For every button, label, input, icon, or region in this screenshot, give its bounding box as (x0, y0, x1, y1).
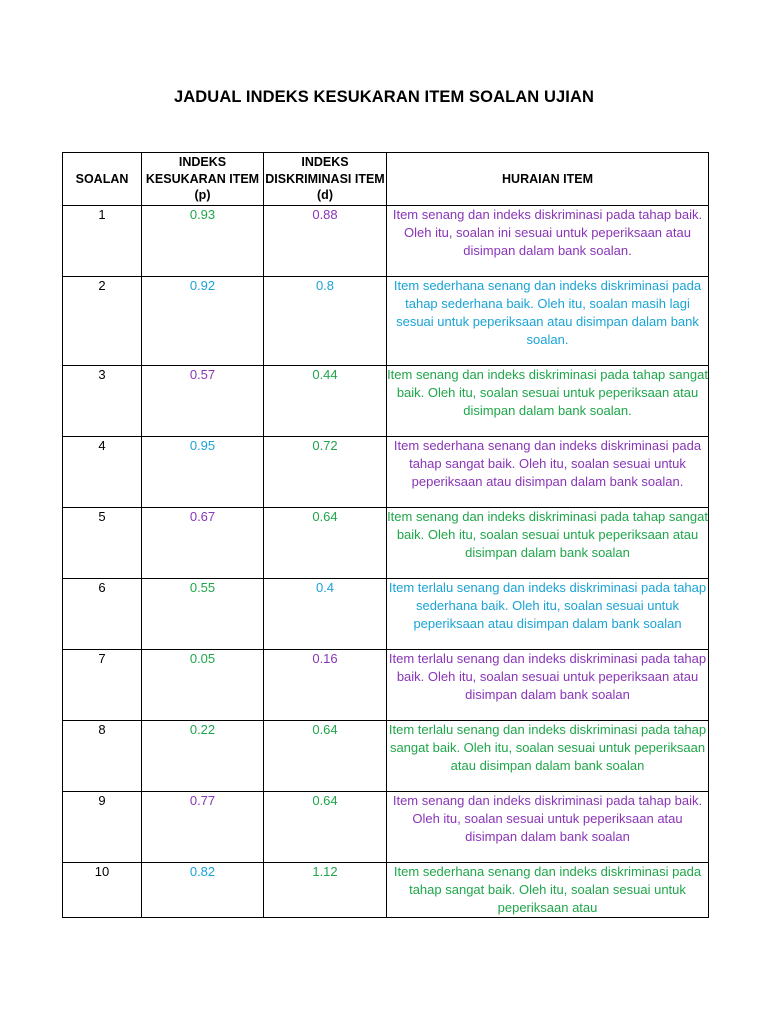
item-index-table (62, 152, 709, 918)
cell-diskriminasi: 1.12 (264, 863, 387, 918)
cell-kesukaran: 0.95 (142, 437, 264, 508)
cell-diskriminasi: 0.88 (264, 206, 387, 277)
cell-soalan: 2 (63, 277, 142, 366)
cell-soalan: 1 (63, 206, 142, 277)
cell-huraian: Item sederhana senang dan indeks diskriminasi pada tahap sangat baik. Oleh itu, soalan sesuai untuk peperiksaan atau disimpan dalam bank soalan. (387, 437, 709, 508)
table-row (63, 792, 709, 863)
cell-huraian: Item sederhana senang dan indeks diskriminasi pada tahap sangat baik. Oleh itu, soalan sesuai untuk peperiksaan atau (387, 863, 709, 918)
cell-soalan: 3 (63, 366, 142, 437)
table-row (63, 579, 709, 650)
cell-diskriminasi: 0.64 (264, 508, 387, 579)
header-kesukaran: INDEKS KESUKARAN ITEM (p) (142, 153, 264, 206)
header-huraian: HURAIAN ITEM (387, 153, 709, 206)
table-row (63, 650, 709, 721)
cell-huraian: Item terlalu senang dan indeks diskriminasi pada tahap baik. Oleh itu, soalan sesuai untuk peperiksaan atau disimpan dalam bank soalan (387, 650, 709, 721)
table-row (63, 721, 709, 792)
cell-huraian: Item terlalu senang dan indeks diskriminasi pada tahap sangat baik. Oleh itu, soalan sesuai untuk peperiksaan atau disimpan dalam bank soalan (387, 721, 709, 792)
cell-diskriminasi: 0.16 (264, 650, 387, 721)
cell-soalan: 8 (63, 721, 142, 792)
cell-soalan: 7 (63, 650, 142, 721)
cell-kesukaran: 0.22 (142, 721, 264, 792)
table-row (63, 508, 709, 579)
cell-huraian: Item sederhana senang dan indeks diskriminasi pada tahap sederhana baik. Oleh itu, soalan masih lagi sesuai untuk peperiksaan atau disimpan dalam bank soalan. (387, 277, 709, 366)
cell-diskriminasi: 0.8 (264, 277, 387, 366)
cell-kesukaran: 0.05 (142, 650, 264, 721)
table-row (63, 277, 709, 366)
cell-soalan: 10 (63, 863, 142, 918)
table-row (63, 206, 709, 277)
cell-kesukaran: 0.55 (142, 579, 264, 650)
cell-soalan: 5 (63, 508, 142, 579)
header-diskriminasi: INDEKS DISKRIMINASI ITEM (d) (264, 153, 387, 206)
cell-diskriminasi: 0.64 (264, 721, 387, 792)
table-row (63, 863, 709, 918)
cell-kesukaran: 0.57 (142, 366, 264, 437)
cell-kesukaran: 0.92 (142, 277, 264, 366)
cell-diskriminasi: 0.72 (264, 437, 387, 508)
cell-diskriminasi: 0.64 (264, 792, 387, 863)
cell-diskriminasi: 0.4 (264, 579, 387, 650)
cell-huraian: Item senang dan indeks diskriminasi pada tahap baik. Oleh itu, soalan sesuai untuk peperiksaan atau disimpan dalam bank soalan (387, 792, 709, 863)
cell-huraian: Item senang dan indeks diskriminasi pada tahap baik. Oleh itu, soalan ini sesuai untuk peperiksaan atau disimpan dalam bank soalan. (387, 206, 709, 277)
page-title: JADUAL INDEKS KESUKARAN ITEM SOALAN UJIAN (174, 88, 594, 106)
cell-huraian: Item senang dan indeks diskriminasi pada tahap sangat baik. Oleh itu, soalan sesuai untuk peperiksaan atau disimpan dalam bank soalan (387, 508, 709, 579)
cell-huraian: Item terlalu senang dan indeks diskriminasi pada tahap sederhana baik. Oleh itu, soalan sesuai untuk peperiksaan atau disimpan dalam bank soalan (387, 579, 709, 650)
cell-kesukaran: 0.93 (142, 206, 264, 277)
cell-soalan: 4 (63, 437, 142, 508)
cell-diskriminasi: 0.44 (264, 366, 387, 437)
cell-kesukaran: 0.67 (142, 508, 264, 579)
cell-huraian: Item senang dan indeks diskriminasi pada tahap sangat baik. Oleh itu, soalan sesuai untuk peperiksaan atau disimpan dalam bank soalan. (387, 366, 709, 437)
table-header-row (63, 153, 709, 206)
table-row (63, 437, 709, 508)
cell-soalan: 6 (63, 579, 142, 650)
cell-kesukaran: 0.82 (142, 863, 264, 918)
cell-soalan: 9 (63, 792, 142, 863)
cell-kesukaran: 0.77 (142, 792, 264, 863)
table-row (63, 366, 709, 437)
header-soalan: SOALAN (63, 153, 142, 206)
